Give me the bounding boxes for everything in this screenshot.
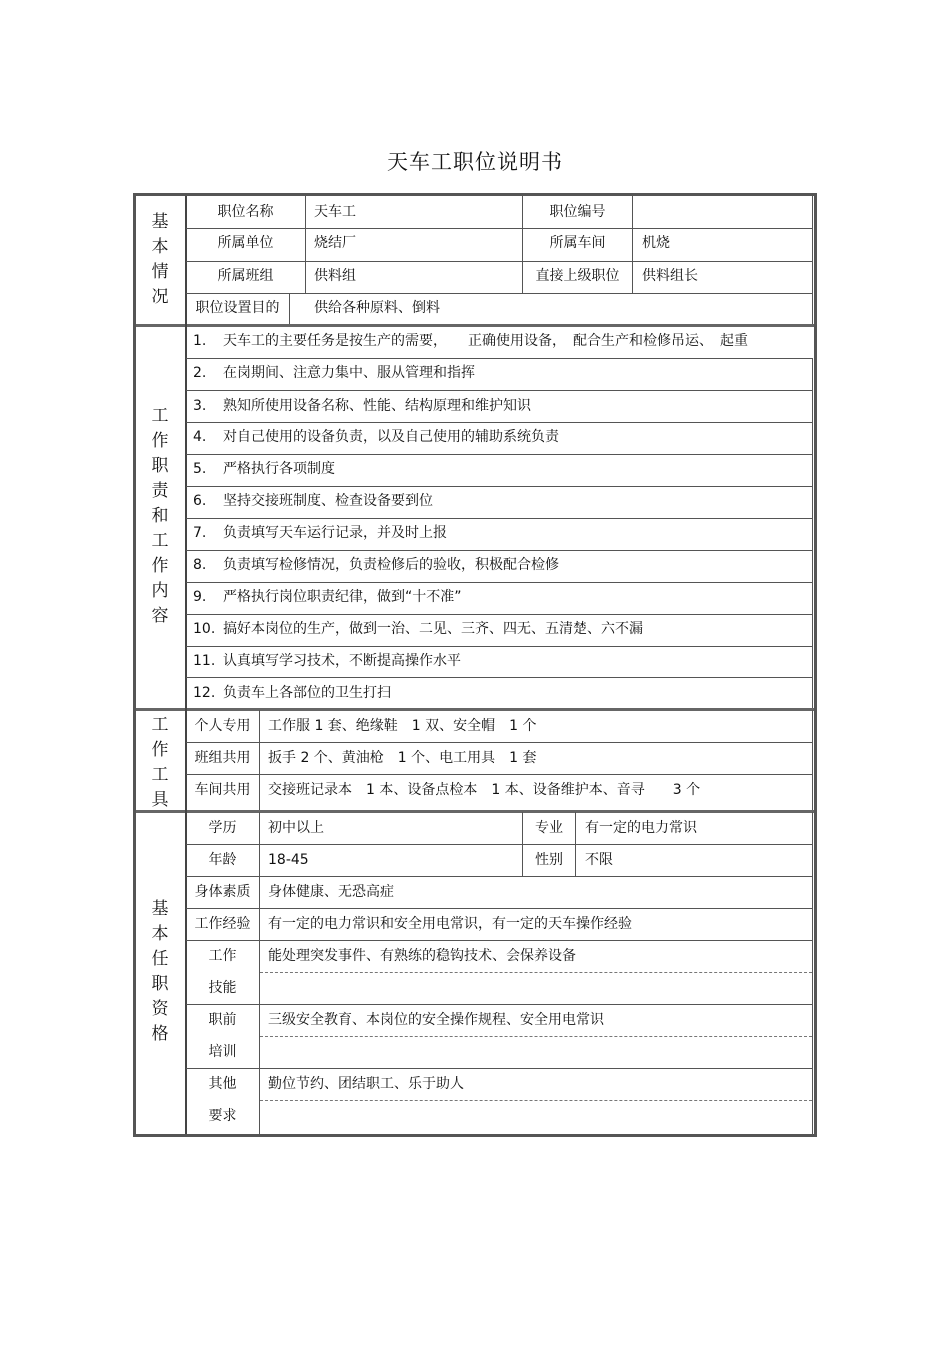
- duty-text: 搞好本岗位的生产，做到一治、二见、三齐、四无、五清楚、六不漏: [223, 621, 643, 637]
- duty-number: 7.: [193, 525, 207, 541]
- other-label-line2: 要求: [208, 1108, 237, 1124]
- section-label-char: 资: [151, 999, 169, 1019]
- purpose-value: 供给各种原料、倒料: [314, 300, 440, 316]
- duty-number: 4.: [193, 429, 207, 445]
- superior-label: 直接上级职位: [535, 268, 620, 284]
- section-label-char: 容: [151, 606, 169, 626]
- team-label: 所属班组: [217, 268, 274, 284]
- duty-text: 在岗期间、注意力集中、服从管理和指挥: [223, 365, 475, 381]
- duty-number: 8.: [193, 557, 207, 573]
- section-label-char: 作: [151, 740, 169, 760]
- duty-item: [193, 518, 810, 548]
- duty-item: [193, 678, 810, 708]
- row-line-dashed: [260, 1036, 812, 1037]
- section-label-char: 基: [151, 899, 169, 919]
- team-value: 供料组: [314, 268, 356, 284]
- section-label-char: 工: [151, 531, 169, 551]
- section-label-duties: [136, 404, 184, 629]
- duty-text: 认真填写学习技术，不断提高操作水平: [223, 653, 461, 669]
- duty-item: [193, 422, 810, 452]
- skills-value: 能处理突发事件、有熟练的稳钩技术、会保养设备: [268, 948, 576, 964]
- section-label-char: 具: [151, 790, 169, 810]
- major-value: 有一定的电力常识: [585, 820, 697, 836]
- duty-text: 天车工的主要任务是按生产的需要， 正确使用设备， 配合生产和检修吊运、 起重: [223, 333, 748, 349]
- duty-item: [193, 454, 810, 484]
- col-line: [259, 812, 260, 1134]
- training-label-line2: 培训: [208, 1044, 237, 1060]
- section-label-char: 工: [151, 715, 169, 735]
- section-label-char: 基: [151, 212, 169, 232]
- section-label-char: 任: [151, 949, 169, 969]
- training-value: 三级安全教育、本岗位的安全操作规程、安全用电常识: [268, 1012, 604, 1028]
- duty-number: 11.: [193, 653, 216, 669]
- col-line: [812, 196, 813, 324]
- section-label-tools: [136, 713, 184, 813]
- section-label-basic-info: [136, 210, 184, 310]
- personal-tools-value: 工作服 1 套、绝缘鞋 1 双、安全帽 1 个: [268, 718, 537, 734]
- team-tools-value: 扳手 2 个、黄油枪 1 个、电工用具 1 套: [268, 750, 537, 766]
- personal-tools-label: 个人专用: [194, 718, 251, 734]
- duty-item: [193, 326, 810, 356]
- duty-item: [193, 582, 810, 612]
- duty-number: 6.: [193, 493, 207, 509]
- team-tools-label: 班组共用: [194, 750, 251, 766]
- gender-value: 不限: [585, 852, 613, 868]
- other-value: 勤位节约、团结职工、乐于助人: [268, 1076, 464, 1092]
- col-line: [575, 812, 576, 876]
- experience-label: 工作经验: [194, 916, 251, 932]
- section-label-char: 格: [151, 1024, 169, 1044]
- job-code-label: 职位编号: [549, 204, 606, 220]
- unit-label: 所属单位: [217, 235, 274, 251]
- col-line: [289, 293, 290, 324]
- col-line: [305, 196, 306, 293]
- section-label-char: 本: [151, 924, 169, 944]
- duty-number: 2.: [193, 365, 207, 381]
- workshop-tools-value: 交接班记录本 1 本、设备点检本 1 本、设备维护本、音寻 3 个: [268, 782, 701, 798]
- col-line: [812, 812, 813, 1134]
- section-label-char: 况: [151, 287, 169, 307]
- col-line: [632, 196, 633, 293]
- section-label-char: 作: [151, 431, 169, 451]
- duty-text: 负责填写天车运行记录，并及时上报: [223, 525, 447, 541]
- row-line-dashed: [260, 1100, 812, 1101]
- training-label-line1: 职前: [208, 1012, 237, 1028]
- section-label-char: 情: [151, 262, 169, 282]
- major-label: 专业: [535, 820, 563, 836]
- duty-number: 12.: [193, 685, 216, 701]
- duty-number: 3.: [193, 398, 207, 414]
- purpose-label: 职位设置目的: [195, 300, 280, 316]
- duty-text: 严格执行各项制度: [223, 461, 335, 477]
- age-value: 18-45: [268, 852, 309, 868]
- skills-label-line1: 工作: [208, 948, 237, 964]
- section-label-char: 内: [151, 581, 169, 601]
- duty-item: [193, 614, 810, 644]
- duty-text: 坚持交接班制度、检查设备要到位: [223, 493, 433, 509]
- job-name-value: 天车工: [314, 204, 356, 220]
- col-line: [259, 710, 260, 810]
- experience-value: 有一定的电力常识和安全用电常识，有一定的天车操作经验: [268, 916, 632, 932]
- duty-text: 负责填写检修情况，负责检修后的验收，积极配合检修: [223, 557, 559, 573]
- section-label-char: 工: [151, 765, 169, 785]
- duty-item: [193, 358, 810, 388]
- education-label: 学历: [208, 820, 237, 836]
- duty-number: 9.: [193, 589, 207, 605]
- duty-number: 10.: [193, 621, 216, 637]
- col-line: [812, 358, 813, 708]
- duty-text: 负责车上各部位的卫生打扫: [223, 685, 391, 701]
- gender-label: 性别: [535, 852, 563, 868]
- section-label-char: 职: [151, 456, 169, 476]
- duty-item: [193, 646, 810, 676]
- duty-item: [193, 550, 810, 580]
- other-label-line1: 其他: [208, 1076, 237, 1092]
- duty-item: [193, 486, 810, 516]
- section-label-char: 本: [151, 237, 169, 257]
- health-value: 身体健康、无恐高症: [268, 884, 394, 900]
- skills-label-line2: 技能: [208, 980, 237, 996]
- education-value: 初中以上: [268, 820, 324, 836]
- health-label: 身体素质: [194, 884, 251, 900]
- unit-value: 烧结厂: [314, 235, 356, 251]
- duty-number: 1.: [193, 333, 207, 349]
- workshop-value: 机烧: [642, 235, 670, 251]
- age-label: 年龄: [208, 852, 237, 868]
- row-line-dashed: [260, 972, 812, 973]
- section-label-char: 工: [151, 406, 169, 426]
- col-line: [812, 710, 813, 810]
- duty-number: 5.: [193, 461, 207, 477]
- duty-text: 严格执行岗位职责纪律，做到“十不准”: [223, 589, 462, 605]
- section-label-char: 和: [151, 506, 169, 526]
- duty-text: 熟知所使用设备名称、性能、结构原理和维护知识: [223, 398, 531, 414]
- workshop-tools-label: 车间共用: [194, 782, 251, 798]
- duty-item: [193, 391, 810, 421]
- section-label-char: 作: [151, 556, 169, 576]
- section-label-char: 职: [151, 974, 169, 994]
- job-name-label: 职位名称: [217, 204, 274, 220]
- section-label-char: 责: [151, 481, 169, 501]
- workshop-label: 所属车间: [549, 235, 606, 251]
- superior-value: 供料组长: [642, 268, 698, 284]
- section-label-qualifications: [136, 897, 184, 1047]
- duty-text: 对自己使用的设备负责，以及自己使用的辅助系统负责: [223, 429, 559, 445]
- document-title: 天车工职位说明书: [387, 150, 563, 174]
